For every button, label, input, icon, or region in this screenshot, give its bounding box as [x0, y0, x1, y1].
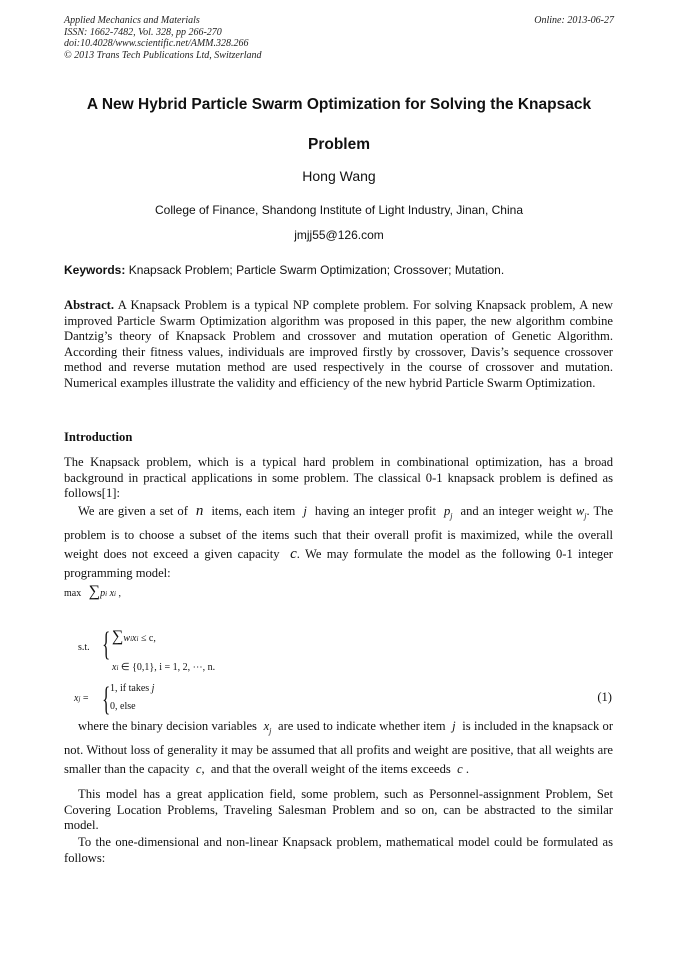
equation-number: (1): [597, 690, 612, 704]
intro-paragraph-5: To the one-dimensional and non-linear Knapsack problem, mathematical model could be formulated as follows:: [64, 835, 613, 865]
objective-function: max ∑pi xi ,: [64, 583, 121, 600]
abstract-label: Abstract.: [64, 298, 115, 312]
copyright: © 2013 Trans Tech Publications Ltd, Switzerland: [64, 49, 262, 61]
keywords: [64, 263, 614, 277]
keywords-label: Keywords:: [64, 263, 126, 277]
affiliation: College of Finance, Shandong Institute of Light Industry, Jinan, China: [154, 203, 523, 217]
running-header: [64, 15, 614, 61]
intro-paragraph-3: where the binary decision variables $x_j$ are used to indicate whether item j is included in the knapsack or not. Without loss of generality it may be assumed that all profits and weight are positive, that all weights are smaller than the capacity c, and that the overall weight of the items exceeds c .: [64, 719, 614, 776]
abstract: [64, 298, 613, 391]
author-name: Hong Wang: [302, 168, 376, 184]
intro-paragraph-2: We are given a set of n items, each item j having an integer profit $p_j$ and an integer weight $w_j$. The problem is to choose a subset of the items such that their overall profit is maximized, while the overall weight does not exceed a given capacity c. We may formulate the model as the following 0-1 integer programming model:: [64, 503, 614, 580]
intro-paragraph-4: This model has a great application field, some problem, such as Personnel-assignment Problem, Set Covering Location Problems, Traveling Salesman Problem and so on, can be abstracted to the similar model.: [64, 787, 613, 832]
doi: doi:10.4028/www.scientific.net/AMM.328.266: [64, 38, 249, 49]
section-heading-introduction: Introduction: [64, 430, 133, 444]
online-date: Online: 2013-06-27: [534, 15, 614, 26]
paper-title: A New Hybrid Particle Swarm Optimization for Solving the Knapsack Problem: [86, 96, 592, 153]
abstract-text: A Knapsack Problem is a typical NP complete problem. For solving Knapsack problem, A new improved Particle Swarm Optimization algorithm was proposed in this paper, the new algorithm combine Dantzig’s theory of Knapsack Problem and crossover and mutation operation of Genetic Algorithm. According their fitness values, individuals are improved firstly by crossover, Davis’s sequence crossover method and reverse mutation method are used respectively in the course of crossover and mutation. Numerical examples illustrate the validity and efficiency of the new hybrid Particle Swarm Optimization.: [64, 298, 613, 390]
intro-paragraph-1: The Knapsack problem, which is a typical hard problem in combinational optimization, has a broad background in practical applications in some problem. The classical 0-1 knapsack problem is defined as follows[1]:: [64, 455, 613, 500]
journal-name: Applied Mechanics and Materials: [64, 15, 200, 26]
issn: ISSN: 1662-7482, Vol. 328, pp 266-270: [64, 26, 222, 38]
keywords-text: Knapsack Problem; Particle Swarm Optimization; Crossover; Mutation.: [128, 263, 505, 277]
author-email: jmjj55@126.com: [294, 228, 384, 242]
